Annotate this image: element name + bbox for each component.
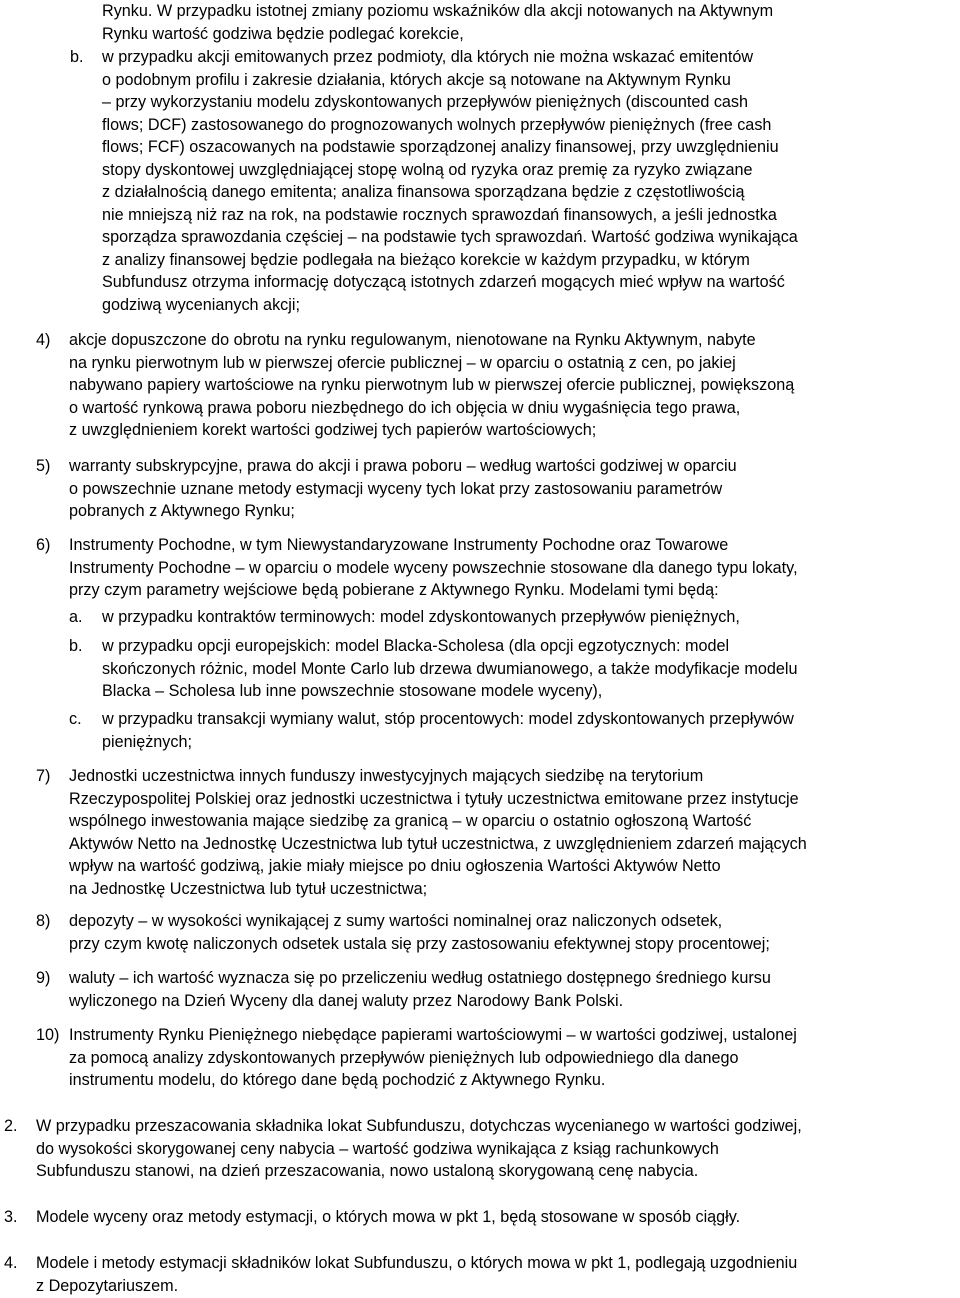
text-line: flows; DCF) zastosowanego do prognozowanych wolnych przepływów pieniężnych (free cash	[102, 115, 772, 134]
text-line: Instrumenty Rynku Pieniężnego niebędące papierami wartościowymi – w wartości godziwej, ustalonej	[69, 1026, 797, 1044]
list-marker: 6)	[36, 536, 51, 554]
text-line: wspólnego inwestowania mające siedzibę za granicą – w oparciu o ostatnio ogłoszoną Wartość	[69, 812, 752, 830]
text-line: Instrumenty Pochodne, w tym Niewystandaryzowane Instrumenty Pochodne oraz Towarowe	[69, 536, 729, 554]
text-line: w przypadku transakcji wymiany walut, stóp procentowych: model zdyskontowanych przepływów	[102, 710, 794, 728]
text-line: w przypadku opcji europejskich: model Blacka-Scholesa (dla opcji egzotycznych: model	[102, 637, 730, 655]
text-line: W przypadku przeszacowania składnika lokat Subfunduszu, dotychczas wycenianego w wartości godziwej,	[36, 1117, 802, 1135]
text-line: wpływ na wartość godziwą, jakie miały miejsce po dniu ogłoszenia Wartości Aktywów Netto	[69, 857, 721, 875]
text-line: sporządza sprawozdania częściej – na podstawie tych sprawozdań. Wartość godziwa wynikająca	[102, 228, 798, 246]
intro-text	[102, 0, 773, 45]
text-line: Modele i metody estymacji składników lokat Subfunduszu, o których mowa w pkt 1, podlegają uzgodnieniu	[36, 1254, 798, 1272]
list-item-text	[69, 534, 798, 602]
list-item-text	[69, 455, 737, 523]
text-line: depozyty – w wysokości wynikającej z sumy wartości nominalnej oraz naliczonych odsetek,	[69, 912, 723, 930]
text-line: przy czym parametry wejściowe będą pobierane z Aktywnego Rynku. Modelami tymi będą:	[69, 581, 719, 599]
text-line: w przypadku kontraktów terminowych: model zdyskontowanych przepływów pieniężnych,	[102, 608, 740, 626]
text-line: Rynku wartość godziwa będzie podlegać korekcie,	[102, 24, 464, 43]
text-line: na Jednostkę Uczestnictwa lub tytuł uczestnictwa;	[69, 879, 428, 898]
list-item-text	[102, 606, 740, 629]
text-line: o wartość rynkową prawa poboru niezbędnego do ich objęcia w dniu wygaśnięcia tego prawa,	[69, 398, 741, 417]
text-line: z analizy finansowej będzie podlegała na bieżąco korekcie w każdym przypadku, w którym	[102, 250, 750, 269]
list-marker: 4)	[36, 331, 51, 349]
text-line: przy czym kwotę naliczonych odsetek ustala się przy zastosowaniu efektywnej stopy procentowej;	[69, 934, 770, 953]
text-line: na rynku pierwotnym lub w pierwszej ofercie publicznej – w oparciu o ostatnią z cen, po jakiej	[69, 353, 736, 372]
point-text	[36, 1252, 797, 1297]
text-line: akcje dopuszczone do obrotu na rynku regulowanym, nienotowane na Rynku Aktywnym, nabyte	[69, 331, 756, 349]
list-item-text	[69, 910, 770, 955]
text-line: flows; FCF) oszacowanych na podstawie sporządzonej analizy finansowej, przy uwzględnieniu	[102, 138, 779, 156]
list-marker: 7)	[36, 767, 51, 785]
list-item-text	[69, 967, 771, 1012]
text-line: Jednostki uczestnictwa innych funduszy inwestycyjnych mających siedzibę na terytorium	[69, 767, 704, 785]
list-marker: b.	[69, 637, 83, 655]
point-text	[36, 1115, 802, 1183]
text-line: Rzeczypospolitej Polskiej oraz jednostki uczestnictwa i tytuły uczestnictwa emitowane przez instytucje	[69, 789, 799, 808]
list-item-text	[69, 1024, 797, 1092]
text-line: Subfunduszu stanowi, na dzień przeszacowania, nowo ustaloną skorygowaną cenę nabycia.	[36, 1162, 699, 1180]
text-line: instrumentu modelu, do którego dane będą pochodzić z Aktywnego Rynku.	[69, 1071, 606, 1089]
text-line: Rynku. W przypadku istotnej zmiany poziomu wskaźników dla akcji notowanych na Aktywnym	[102, 2, 774, 20]
list-marker: c.	[69, 710, 82, 728]
text-line: do wysokości skorygowanej ceny nabycia – wartość godziwa wynikająca z ksiąg rachunkowych	[36, 1139, 719, 1158]
text-line: o podobnym profilu i zakresie działania, których akcje są notowane na Aktywnym Rynku	[102, 70, 731, 89]
text-line: z działalnością danego emitenta; analiza finansowa sporządzana będzie z częstotliwością	[102, 183, 745, 201]
text-line: – przy wykorzystaniu modelu zdyskontowanych przepływów pieniężnych (discounted cash	[102, 93, 749, 111]
list-item-text	[69, 765, 807, 900]
point-marker: 3.	[4, 1208, 18, 1226]
text-line: z Depozytariuszem.	[36, 1276, 179, 1295]
point-marker: 2.	[4, 1117, 18, 1135]
list-marker: 5)	[36, 457, 51, 475]
text-line: Subfundusz otrzyma informację dotyczącą istotnych zdarzeń mogących mieć wpływ na wartość	[102, 273, 785, 291]
text-line: za pomocą analizy zdyskontowanych przepływów pieniężnych lub odpowiedniego dla danego	[69, 1048, 739, 1067]
list-marker: a.	[69, 608, 83, 626]
text-line: Aktywów Netto na Jednostkę Uczestnictwa lub tytuł uczestnictwa, z uwzględnieniem zdarzeń mających	[69, 834, 807, 853]
text-line: nie mniejszą niż raz na rok, na podstawie rocznych sprawozdań finansowych, a jeśli jednostka	[102, 205, 777, 224]
list-item-text	[102, 46, 798, 316]
text-line: waluty – ich wartość wyznacza się po przeliczeniu według ostatniego dostępnego średniego kursu	[69, 969, 771, 987]
text-line: godziwą wycenianych akcji;	[102, 295, 300, 314]
list-marker: 8)	[36, 912, 51, 930]
text-line: Blacka – Scholesa lub inne powszechnie stosowane modele wyceny),	[102, 682, 603, 700]
list-marker: 10)	[36, 1026, 60, 1044]
text-line: o powszechnie uznane metody estymacji wyceny tych lokat przy zastosowaniu parametrów	[69, 479, 723, 498]
text-line: w przypadku akcji emitowanych przez podmioty, dla których nie można wskazać emitentów	[102, 48, 754, 66]
point-marker: 4.	[4, 1254, 18, 1272]
list-item-text	[69, 329, 794, 442]
text-line: pobranych z Aktywnego Rynku;	[69, 502, 295, 520]
text-line: Modele wyceny oraz metody estymacji, o których mowa w pkt 1, będą stosowane w sposób ciągły.	[36, 1208, 741, 1226]
point-text	[36, 1206, 740, 1229]
text-line: Instrumenty Pochodne – w oparciu o modele wyceny powszechnie stosowane dla danego typu lokaty,	[69, 558, 798, 577]
list-marker: b.	[70, 48, 84, 66]
text-line: stopy dyskontowej uwzględniającej stopę wolną od ryzyka oraz premię za ryzyko związane	[102, 160, 753, 179]
list-marker: 9)	[36, 969, 51, 987]
text-line: warranty subskrypcyjne, prawa do akcji i prawa poboru – według wartości godziwej w oparciu	[69, 457, 737, 475]
text-line: pieniężnych;	[102, 732, 192, 751]
text-line: nabywano papiery wartościowe na rynku pierwotnym lub w pierwszej ofercie publicznej, powiększoną	[69, 376, 795, 394]
text-line: z uwzględnieniem korekt wartości godziwej tych papierów wartościowych;	[69, 421, 597, 439]
text-line: wyliczonego na Dzień Wyceny dla danej waluty przez Narodowy Bank Polski.	[69, 991, 624, 1010]
list-item-text	[102, 708, 794, 753]
list-item-text	[102, 635, 798, 703]
text-line: skończonych różnic, model Monte Carlo lub drzewa dwumianowego, a także modyfikacje modelu	[102, 659, 798, 678]
